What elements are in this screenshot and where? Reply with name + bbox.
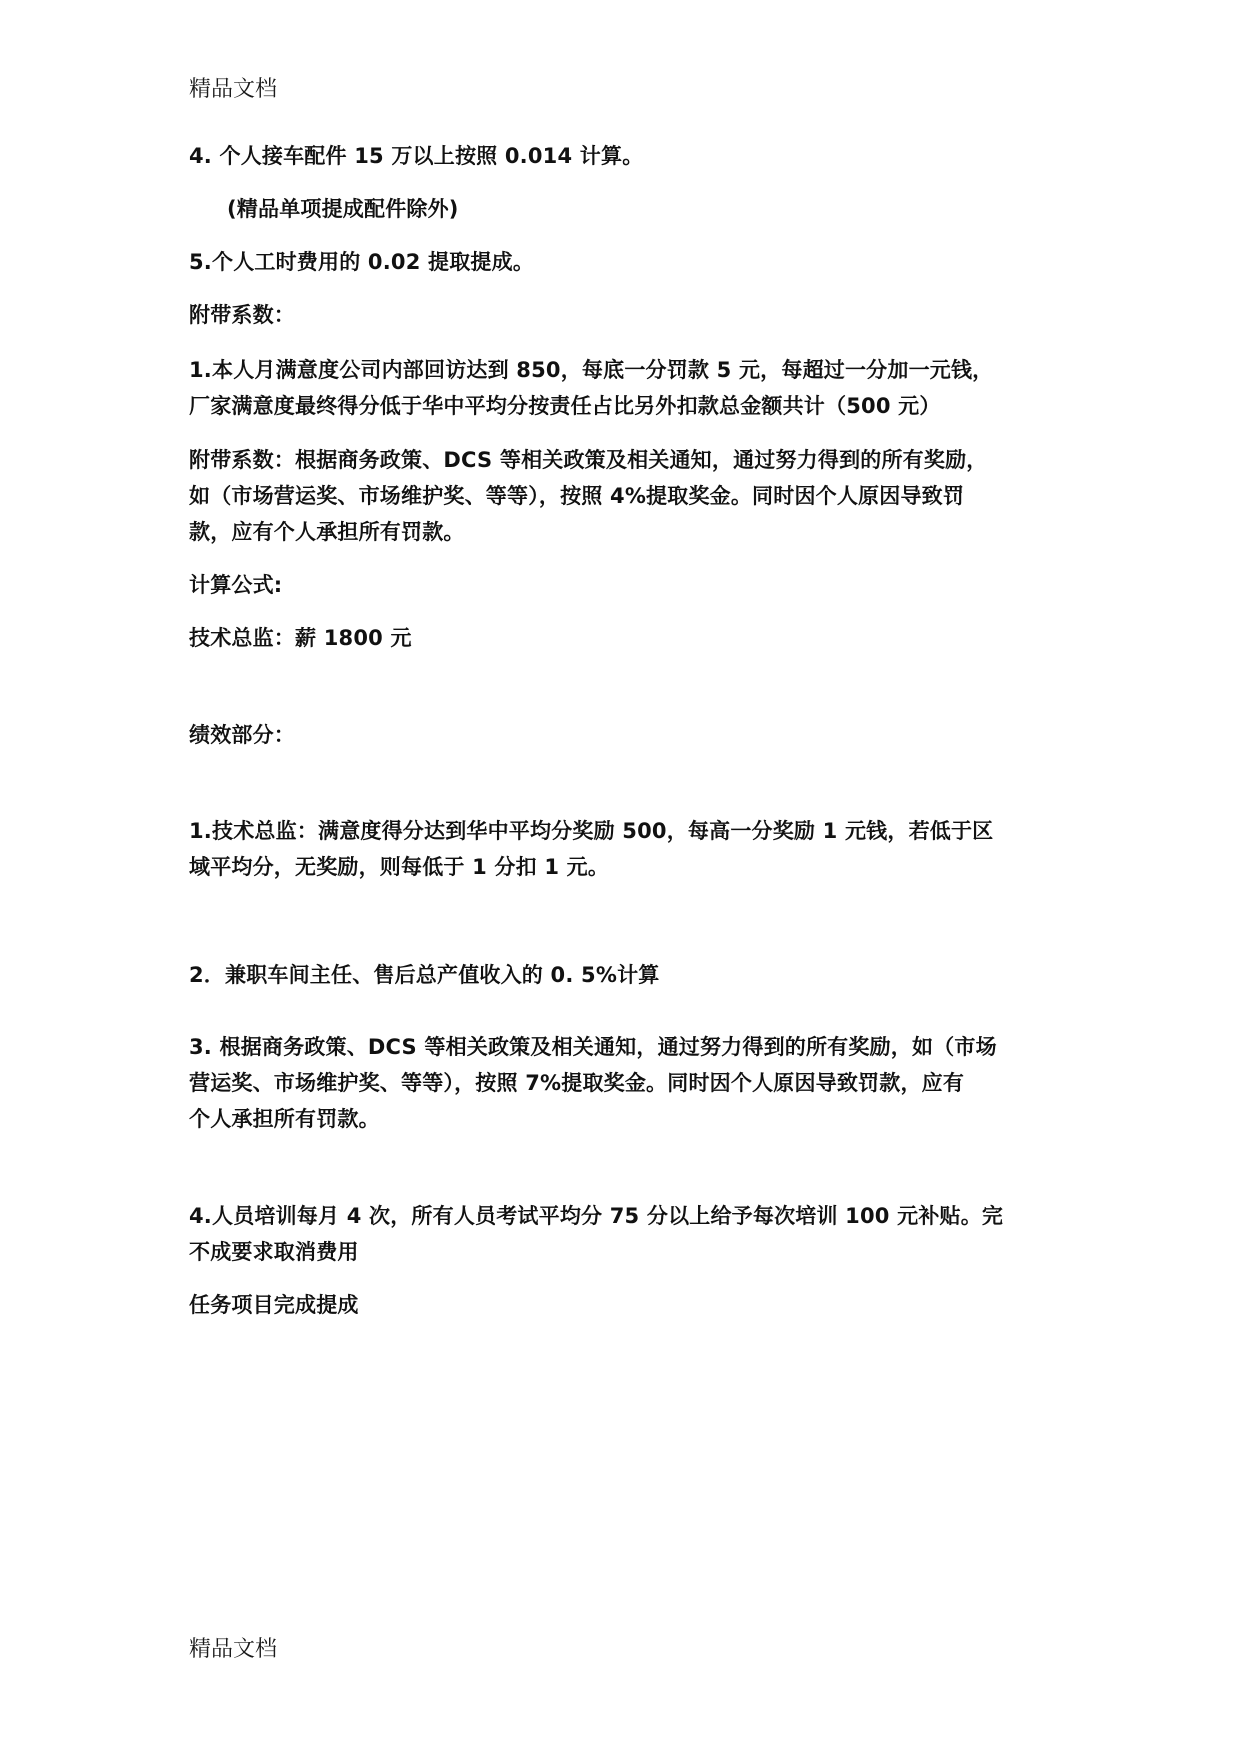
- paragraph-salary: 技术总监：薪 1800 元: [189, 626, 412, 650]
- paragraph-satisfaction-line-2: 厂家满意度最终得分低于华中平均分按责任占比另外扣款总金额共计（500 元）: [189, 394, 941, 418]
- paragraph-workshop-manager: 2．兼职车间主任、售后总产值收入的 0. 5%计算: [189, 963, 660, 987]
- paragraph-training-line-2: 不成要求取消费用: [189, 1240, 359, 1264]
- paragraph-bonus-line-2: 如（市场营运奖、市场维护奖、等等），按照 4%提取奖金。同时因个人原因导致罚: [189, 484, 965, 508]
- paragraph-parts-exclusion: (精品单项提成配件除外): [227, 197, 459, 221]
- heading-coefficient: 附带系数：: [189, 303, 295, 327]
- paragraph-director-line-1: 1.技术总监：满意度得分达到华中平均分奖励 500，每高一分奖励 1 元钱，若低于区: [189, 819, 994, 843]
- paragraph-training-line-1: 4.人员培训每月 4 次，所有人员考试平均分 75 分以上给予每次培训 100 元补贴。完: [189, 1204, 1004, 1228]
- page-footer: 精品文档: [189, 1637, 278, 1662]
- page-header: 精品文档: [189, 77, 278, 102]
- paragraph-reward-line-2: 营运奖、市场维护奖、等等），按照 7%提取奖金。同时因个人原因导致罚款，应有: [189, 1071, 965, 1095]
- heading-task-commission: 任务项目完成提成: [189, 1293, 359, 1317]
- paragraph-director-line-2: 域平均分，无奖励，则每低于 1 分扣 1 元。: [189, 855, 610, 879]
- paragraph-labor-fee: 5.个人工时费用的 0.02 提取提成。: [189, 250, 535, 274]
- heading-formula: 计算公式:: [189, 573, 283, 597]
- paragraph-bonus-line-1: 附带系数：根据商务政策、DCS 等相关政策及相关通知，通过努力得到的所有奖励，: [189, 448, 988, 472]
- paragraph-reward-line-3: 个人承担所有罚款。: [189, 1107, 380, 1131]
- heading-performance: 绩效部分：: [189, 723, 295, 747]
- paragraph-satisfaction-line-1: 1.本人月满意度公司内部回访达到 850，每底一分罚款 5 元，每超过一分加一元钱，: [189, 358, 994, 382]
- paragraph-reward-line-1: 3. 根据商务政策、DCS 等相关政策及相关通知，通过努力得到的所有奖励，如（市场: [189, 1035, 997, 1059]
- paragraph-parts-commission: 4. 个人接车配件 15 万以上按照 0.014 计算。: [189, 144, 644, 168]
- paragraph-bonus-line-3: 款，应有个人承担所有罚款。: [189, 520, 465, 544]
